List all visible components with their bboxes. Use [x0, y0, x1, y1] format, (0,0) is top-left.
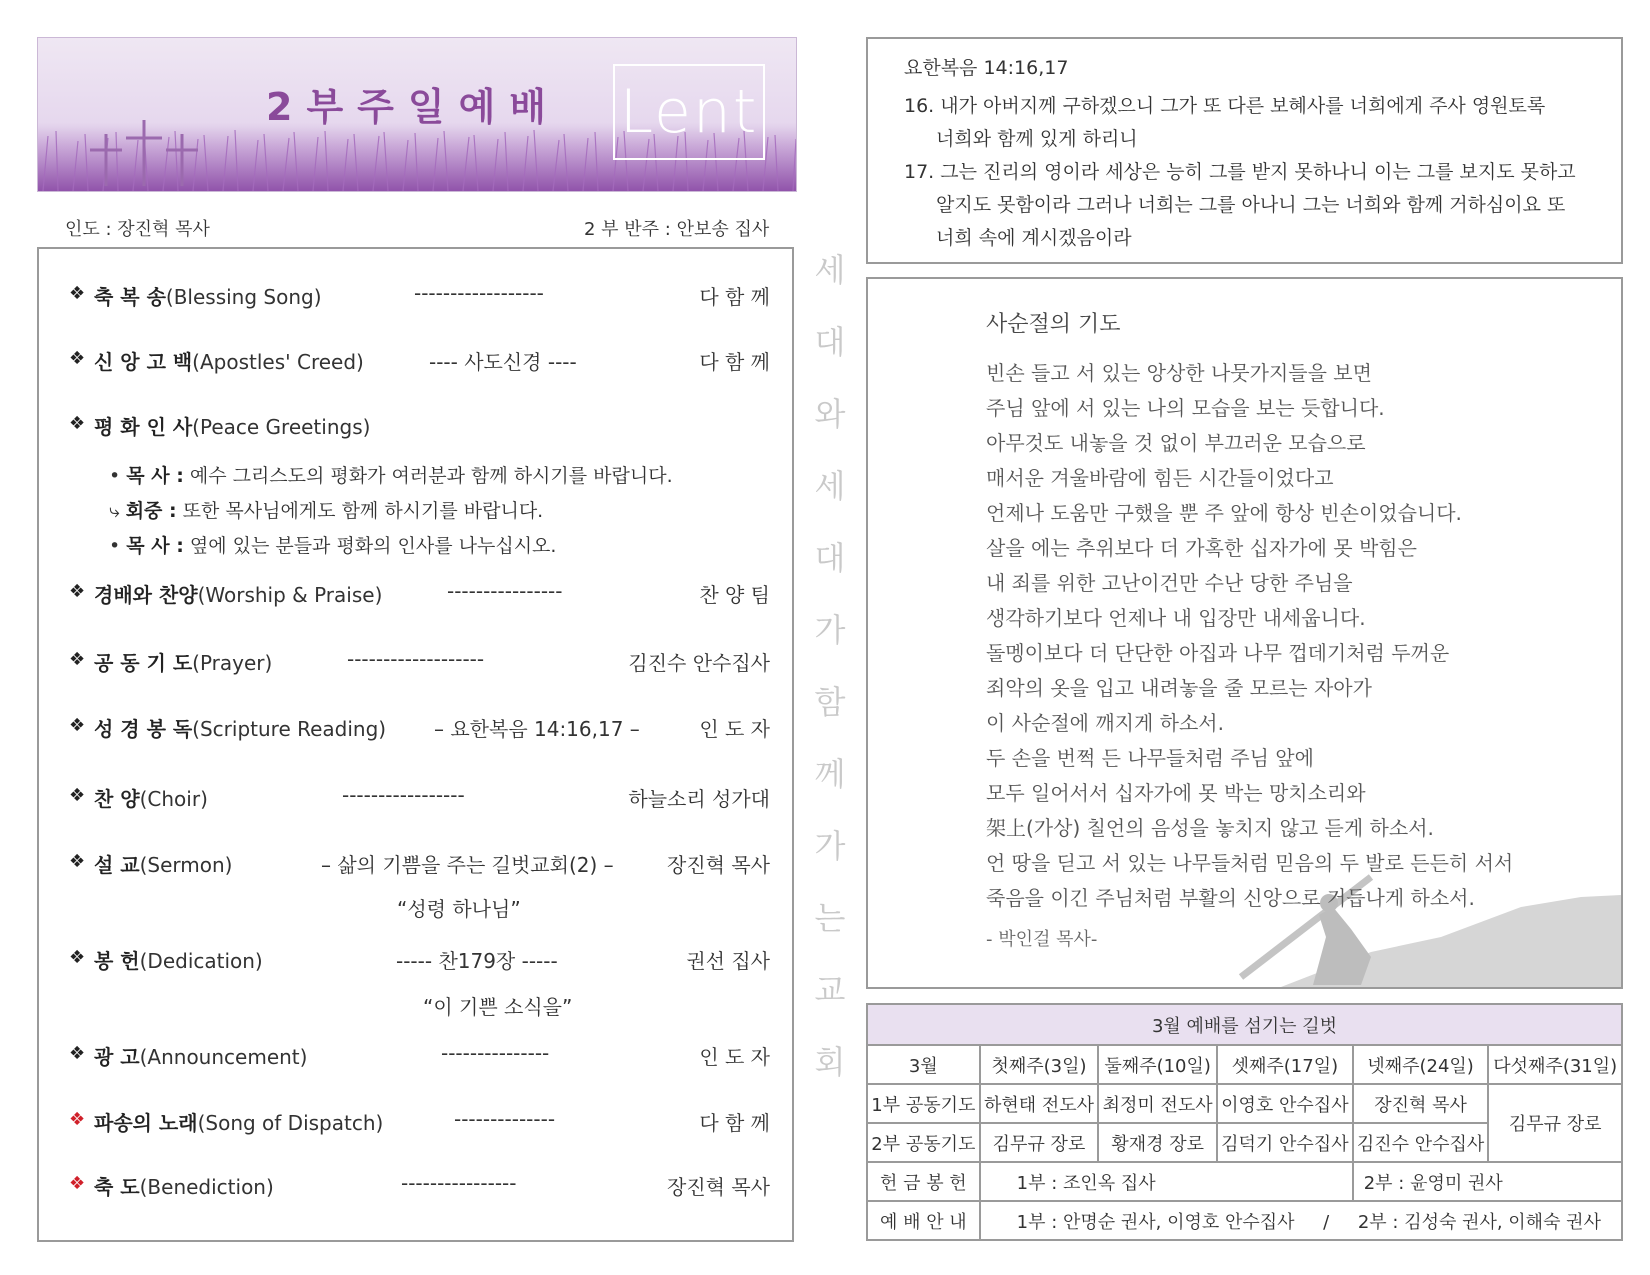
lent-logo: [613, 64, 765, 160]
order-item-detail: ---------------: [441, 1041, 550, 1065]
order-item-announcement: [39, 1041, 792, 1071]
bullet-icon: ❖: [69, 581, 86, 602]
header-cell: 셋째주(17일): [1217, 1045, 1353, 1084]
header-cell: 다섯째주(31일): [1488, 1045, 1622, 1084]
motto-char: 는: [814, 899, 846, 937]
order-item-detail: ------------------: [414, 281, 544, 305]
banner-title: 2부주일예배: [266, 85, 560, 129]
accompanist: 2 부 반주 : 안보송 집사: [584, 219, 770, 240]
motto-char: 회: [814, 1043, 846, 1081]
order-item-worship-praise: [39, 579, 792, 609]
order-item-blessing-song: [39, 281, 792, 311]
header-cell: 넷째주(24일): [1353, 1045, 1489, 1084]
bullet-icon: ❖: [69, 1173, 86, 1194]
order-item-detail: ---- 사도신경 ----: [429, 350, 577, 374]
motto-char: 가: [814, 827, 846, 865]
order-item-leader: 다 함 께: [699, 1111, 770, 1135]
order-item-detail: ----- 찬179장 -----: [396, 949, 558, 973]
verse-17-cont-2: 너희 속에 계시겠음이라: [936, 227, 1132, 249]
peace-pastor-line-2: • 목 사 : 옆에 있는 분들과 평화의 인사를 나누십시오.: [109, 535, 557, 557]
order-item-leader: 인 도 자: [699, 1045, 770, 1069]
order-item-dedication: [39, 945, 792, 975]
prayer-text: [986, 357, 1513, 917]
prayer-line: 언 땅을 딛고 서 있는 나무들처럼 믿음의 두 발로 든든히 서서: [986, 851, 1514, 875]
order-item-detail: -------------------: [347, 647, 485, 671]
schedule-row-offering: [867, 1162, 1622, 1201]
order-item-detail: --------------: [454, 1107, 556, 1131]
order-item-title: 축 도(Benediction): [94, 1175, 274, 1199]
worship-leader: 인도 : 장진혁 목사: [65, 219, 210, 240]
bullet-icon: ❖: [69, 649, 86, 670]
peace-congregation-line: ⤷ 회중 : 또한 목사님에게도 함께 하시기를 바랍니다.: [109, 500, 544, 522]
order-item-title: 평 화 인 사(Peace Greetings): [94, 415, 371, 439]
prayer-line: 아무것도 내놓을 것 없이 부끄러운 모습으로: [986, 431, 1366, 455]
order-item-song-of-dispatch: [39, 1107, 792, 1137]
prayer-line: 주님 앞에 서 있는 나의 모습을 보는 듯합니다.: [986, 396, 1385, 420]
order-item-title: 설 교(Sermon): [94, 853, 233, 877]
order-item-title: 축 복 송(Blessing Song): [94, 285, 322, 309]
order-item-leader: 인 도 자: [699, 717, 770, 741]
verse-17-cont: 알지도 못함이라 그러나 너희는 그를 아나니 그는 너희와 함께 거하심이요 또: [936, 194, 1566, 216]
bullet-icon: ❖: [69, 283, 86, 304]
order-item-detail: ----------------: [447, 579, 563, 603]
verse-16-cont: 너희와 함께 있게 하리니: [936, 128, 1138, 150]
motto-char: 세: [814, 467, 846, 505]
order-item-title: 성 경 봉 독(Scripture Reading): [94, 717, 387, 741]
vertical-motto: [812, 245, 848, 1109]
order-item-peace-greetings: [39, 411, 792, 441]
row-label: 1부 공동기도: [867, 1084, 980, 1123]
order-item-leader: 권선 집사: [686, 949, 770, 973]
prayer-line: 언제나 도움만 구했을 뿐 주 앞에 항상 빈손이었습니다.: [986, 501, 1462, 525]
lent-logo-text: Lent: [619, 77, 759, 147]
bullet-icon: ❖: [69, 1043, 86, 1064]
bullet-icon: ❖: [69, 785, 86, 806]
prayer-line: 매서운 겨울바람에 힘든 시간들이었다고: [986, 466, 1334, 490]
prayer-author: - 박인걸 목사-: [986, 929, 1098, 950]
order-item-prayer: [39, 647, 792, 677]
prayer-line: 죄악의 옷을 입고 내려놓을 줄 모르는 자아가: [986, 676, 1372, 700]
schedule-title: 3월 예배를 섬기는 길벗: [867, 1004, 1622, 1045]
motto-char: 가: [814, 611, 846, 649]
order-item-title: 신 앙 고 백(Apostles' Creed): [94, 350, 364, 374]
prayer-line: 두 손을 번쩍 든 나무들처럼 주님 앞에: [986, 746, 1314, 770]
header-cell: 둘째주(10일): [1098, 1045, 1217, 1084]
header-cell: 3월: [867, 1045, 980, 1084]
motto-char: 와: [814, 395, 846, 433]
bullet-icon: ❖: [69, 348, 86, 369]
table-cell: 하현태 전도사: [980, 1084, 1099, 1123]
motto-char: 대: [814, 539, 846, 577]
prayer-line: 모두 일어서서 십자가에 못 박는 망치소리와: [986, 781, 1366, 805]
order-item-leader: 김진수 안수집사: [628, 651, 770, 675]
scripture-reference: 요한복음 14:16,17: [904, 57, 1069, 79]
table-cell: 장진혁 목사: [1353, 1084, 1489, 1123]
sermon-title: “성령 하나님”: [397, 897, 521, 921]
motto-char: 대: [814, 323, 846, 361]
order-item-title: 봉 헌(Dedication): [94, 949, 263, 973]
motto-char: 함: [814, 683, 846, 721]
prayer-line: 살을 에는 추위보다 더 가혹한 십자가에 못 박힘은: [986, 536, 1417, 560]
prayer-line: 架上(가상) 칠언의 음성을 놓치지 않고 듣게 하소서.: [986, 816, 1434, 840]
order-item-detail: ----------------: [401, 1171, 517, 1195]
order-item-detail: -----------------: [342, 783, 465, 807]
bullet-icon: ❖: [69, 1109, 86, 1130]
table-cell: 최정미 전도사: [1098, 1084, 1217, 1123]
row-label: 예 배 안 내: [867, 1201, 980, 1240]
motto-char: 교: [814, 971, 846, 1009]
motto-char: 세: [814, 251, 846, 289]
prayer-title: 사순절의 기도: [986, 312, 1121, 337]
order-item-title: 경배와 찬양(Worship & Praise): [94, 583, 383, 607]
order-item-scripture-reading: [39, 713, 792, 743]
order-item-leader: 찬 양 팀: [699, 583, 770, 607]
prayer-line: 돌멩이보다 더 단단한 아집과 나무 껍데기처럼 두꺼운: [986, 641, 1450, 665]
header-cell: 첫째주(3일): [980, 1045, 1099, 1084]
bullet-icon: ❖: [69, 851, 86, 872]
bullet-icon: ❖: [69, 413, 86, 434]
prayer-line: 죽음을 이긴 주님처럼 부활의 신앙으로 거듭나게 하소서.: [986, 886, 1475, 910]
order-item-sermon: [39, 849, 792, 879]
row-label: 헌 금 봉 헌: [867, 1162, 980, 1201]
table-cell: 1부 : 조인옥 집사: [980, 1162, 1353, 1201]
order-item-leader: 장진혁 목사: [667, 853, 770, 877]
verse-17: 17. 그는 진리의 영이라 세상은 능히 그를 받지 못하나니 이는 그를 보지도 못하고: [904, 161, 1576, 183]
prayer-line: 내 죄를 위한 고난이건만 수난 당한 주님을: [986, 571, 1353, 595]
table-cell-fifth-week: 김무규 장로: [1488, 1084, 1622, 1162]
order-item-benediction: [39, 1171, 792, 1201]
motto-char: 께: [814, 755, 846, 793]
order-item-leader: 하늘소리 성가대: [628, 787, 770, 811]
scripture-box: [866, 37, 1623, 264]
table-cell: 이영호 안수집사: [1217, 1084, 1353, 1123]
table-cell: 2부 : 윤영미 권사: [1353, 1162, 1622, 1201]
order-item-apostles-creed: [39, 346, 792, 376]
peace-pastor-line: • 목 사 : 예수 그리스도의 평화가 여러분과 함께 하시기를 바랍니다.: [109, 465, 673, 487]
order-of-worship: [37, 247, 794, 1242]
prayer-line: 빈손 들고 서 있는 앙상한 나뭇가지들을 보면: [986, 361, 1372, 385]
order-item-leader: 장진혁 목사: [667, 1175, 770, 1199]
order-item-choir: [39, 783, 792, 813]
verse-16: 16. 내가 아버지께 구하겠으니 그가 또 다른 보혜사를 너희에게 주사 영원토록: [904, 95, 1546, 117]
order-item-title: 공 동 기 도(Prayer): [94, 651, 273, 675]
bullet-icon: ❖: [69, 947, 86, 968]
row-label: 2부 공동기도: [867, 1123, 980, 1162]
order-item-detail: – 요한복음 14:16,17 –: [434, 717, 640, 741]
prayer-line: 생각하기보다 언제나 내 입장만 내세웁니다.: [986, 606, 1366, 630]
order-item-detail: – 삶의 기쁨을 주는 길벗교회(2) –: [321, 853, 614, 877]
order-item-leader: 다 함 께: [699, 350, 770, 374]
order-item-title: 찬 양(Choir): [94, 787, 208, 811]
table-cell: 1부 : 안명순 권사, 이영호 안수집사 / 2부 : 김성숙 권사, 이해숙 권사: [980, 1201, 1622, 1240]
schedule-header-row: [867, 1045, 1622, 1084]
order-item-leader: 다 함 께: [699, 285, 770, 309]
dedication-hymn-title: “이 기쁜 소식을”: [423, 995, 573, 1019]
table-cell: 김진수 안수집사: [1353, 1123, 1489, 1162]
order-item-title: 광 고(Announcement): [94, 1045, 308, 1069]
bullet-icon: ❖: [69, 715, 86, 736]
order-item-title: 파송의 노래(Song of Dispatch): [94, 1111, 384, 1135]
march-schedule-table: [866, 1003, 1623, 1241]
table-cell: 황재경 장로: [1098, 1123, 1217, 1162]
lent-prayer-box: [866, 277, 1623, 989]
table-cell: 김덕기 안수집사: [1217, 1123, 1353, 1162]
schedule-row-service1-prayer: [867, 1084, 1622, 1123]
lent-banner: [37, 37, 797, 192]
table-cell: 김무규 장로: [980, 1123, 1099, 1162]
prayer-line: 이 사순절에 깨지게 하소서.: [986, 711, 1224, 735]
schedule-row-usher: [867, 1201, 1622, 1240]
